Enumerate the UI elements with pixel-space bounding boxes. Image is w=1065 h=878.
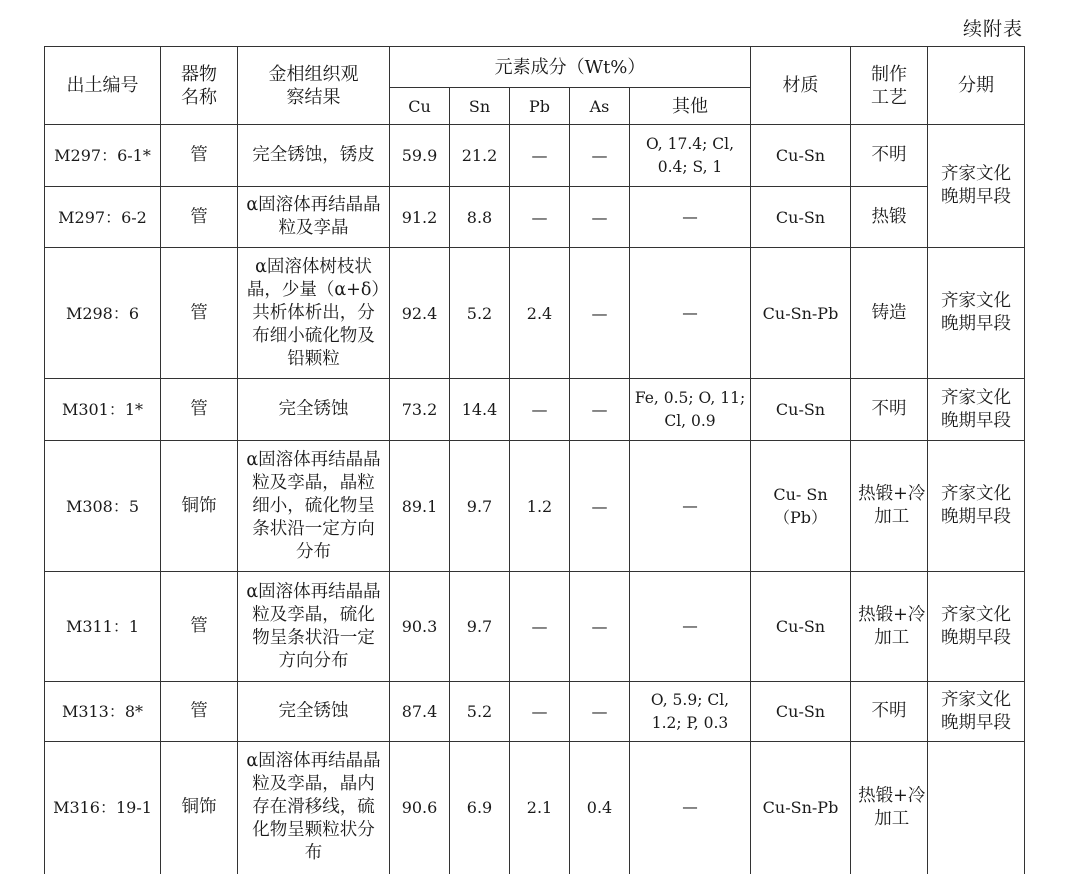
cell-cu: 92.4	[390, 248, 450, 379]
cell-period: 齐家文化晚期早段	[928, 441, 1025, 572]
cell-name: 铜饰	[161, 441, 238, 572]
cell-material: Cu-Sn-Pb	[751, 742, 851, 874]
cell-cu: 91.2	[390, 187, 450, 248]
header-composition: 元素成分（Wt%）	[390, 47, 751, 88]
cell-process: 热锻+冷加工	[851, 441, 928, 572]
cell-as: —	[570, 572, 630, 682]
cell-sn: 5.2	[450, 682, 510, 742]
cell-as: —	[570, 379, 630, 441]
cell-sn: 8.8	[450, 187, 510, 248]
header-cu: Cu	[390, 88, 450, 125]
cell-other: —	[630, 187, 751, 248]
cell-name: 管	[161, 187, 238, 248]
cell-cu: 90.6	[390, 742, 450, 874]
header-as: As	[570, 88, 630, 125]
cell-process: 铸造	[851, 248, 928, 379]
cell-material: Cu-Sn	[751, 379, 851, 441]
cell-code: M301：1*	[45, 379, 161, 441]
cell-material: Cu-Sn	[751, 572, 851, 682]
cell-other: O, 17.4; Cl, 0.4; S, 1	[630, 125, 751, 187]
cell-as: —	[570, 441, 630, 572]
cell-as: 0.4	[570, 742, 630, 874]
cell-structure: 完全锈蚀，锈皮	[238, 125, 390, 187]
table-caption: 续附表	[962, 18, 1023, 40]
cell-material: Cu-Sn	[751, 682, 851, 742]
header-name: 器物名称	[161, 47, 238, 125]
cell-code: M316：19-1	[45, 742, 161, 874]
cell-process: 不明	[851, 125, 928, 187]
cell-cu: 73.2	[390, 379, 450, 441]
header-row	[45, 47, 1025, 88]
header-pb: Pb	[510, 88, 570, 125]
cell-material: Cu-Sn	[751, 125, 851, 187]
cell-process: 不明	[851, 379, 928, 441]
header-material: 材质	[751, 47, 851, 125]
cell-process: 热锻+冷加工	[851, 742, 928, 874]
cell-as: —	[570, 187, 630, 248]
cell-pb: —	[510, 379, 570, 441]
cell-cu: 89.1	[390, 441, 450, 572]
cell-sn: 9.7	[450, 572, 510, 682]
cell-structure: α固溶体再结晶晶粒及孪晶	[238, 187, 390, 248]
cell-as: —	[570, 248, 630, 379]
cell-period: 齐家文化晚期早段	[928, 572, 1025, 682]
cell-name: 管	[161, 248, 238, 379]
cell-other: —	[630, 742, 751, 874]
cell-period: 齐家文化晚期早段	[928, 379, 1025, 441]
cell-pb: —	[510, 572, 570, 682]
table-row	[45, 742, 1025, 874]
header-sn: Sn	[450, 88, 510, 125]
header-structure: 金相组织观察结果	[238, 47, 390, 125]
cell-code: M308：5	[45, 441, 161, 572]
cell-code: M313：8*	[45, 682, 161, 742]
cell-structure: α固溶体再结晶晶粒及孪晶，晶内存在滑移线，硫化物呈颗粒状分布	[238, 742, 390, 874]
cell-cu: 90.3	[390, 572, 450, 682]
composition-table	[44, 46, 1025, 874]
cell-name: 管	[161, 682, 238, 742]
cell-period: 齐家文化晚期早段	[928, 125, 1025, 248]
cell-process: 不明	[851, 682, 928, 742]
cell-sn: 14.4	[450, 379, 510, 441]
cell-name: 铜饰	[161, 742, 238, 874]
table-row	[45, 441, 1025, 572]
cell-period: 齐家文化晚期早段	[928, 248, 1025, 379]
cell-as: —	[570, 682, 630, 742]
cell-name: 管	[161, 379, 238, 441]
cell-structure: 完全锈蚀	[238, 682, 390, 742]
cell-structure: 完全锈蚀	[238, 379, 390, 441]
cell-code: M298：6	[45, 248, 161, 379]
cell-pb: —	[510, 125, 570, 187]
cell-as: —	[570, 125, 630, 187]
cell-material: Cu-Sn-Pb	[751, 248, 851, 379]
table-row	[45, 187, 1025, 248]
cell-code: M297：6-2	[45, 187, 161, 248]
header-other: 其他	[630, 88, 751, 125]
table-row	[45, 682, 1025, 742]
table-row	[45, 125, 1025, 187]
header-process: 制作工艺	[851, 47, 928, 125]
cell-pb: —	[510, 187, 570, 248]
cell-cu: 59.9	[390, 125, 450, 187]
cell-pb: 1.2	[510, 441, 570, 572]
cell-sn: 5.2	[450, 248, 510, 379]
cell-pb: 2.1	[510, 742, 570, 874]
cell-code: M311：1	[45, 572, 161, 682]
cell-name: 管	[161, 572, 238, 682]
cell-other: —	[630, 441, 751, 572]
cell-period	[928, 742, 1025, 874]
cell-structure: α固溶体再结晶晶粒及孪晶，晶粒细小，硫化物呈条状沿一定方向分布	[238, 441, 390, 572]
cell-material: Cu- Sn（Pb）	[751, 441, 851, 572]
cell-code: M297：6-1*	[45, 125, 161, 187]
cell-cu: 87.4	[390, 682, 450, 742]
table-row	[45, 248, 1025, 379]
cell-other: —	[630, 248, 751, 379]
cell-structure: α固溶体树枝状晶，少量（α+δ）共析体析出，分布细小硫化物及铅颗粒	[238, 248, 390, 379]
cell-name: 管	[161, 125, 238, 187]
cell-material: Cu-Sn	[751, 187, 851, 248]
header-code: 出土编号	[45, 47, 161, 125]
cell-sn: 6.9	[450, 742, 510, 874]
cell-other: Fe, 0.5; O, 11; Cl, 0.9	[630, 379, 751, 441]
cell-other: —	[630, 572, 751, 682]
cell-pb: —	[510, 682, 570, 742]
header-period: 分期	[928, 47, 1025, 125]
table-row	[45, 379, 1025, 441]
cell-pb: 2.4	[510, 248, 570, 379]
cell-process: 热锻+冷加工	[851, 572, 928, 682]
cell-period: 齐家文化晚期早段	[928, 682, 1025, 742]
cell-sn: 9.7	[450, 441, 510, 572]
cell-sn: 21.2	[450, 125, 510, 187]
cell-other: O, 5.9; Cl, 1.2; P, 0.3	[630, 682, 751, 742]
cell-process: 热锻	[851, 187, 928, 248]
table-row	[45, 572, 1025, 682]
cell-structure: α固溶体再结晶晶粒及孪晶，硫化物呈条状沿一定方向分布	[238, 572, 390, 682]
